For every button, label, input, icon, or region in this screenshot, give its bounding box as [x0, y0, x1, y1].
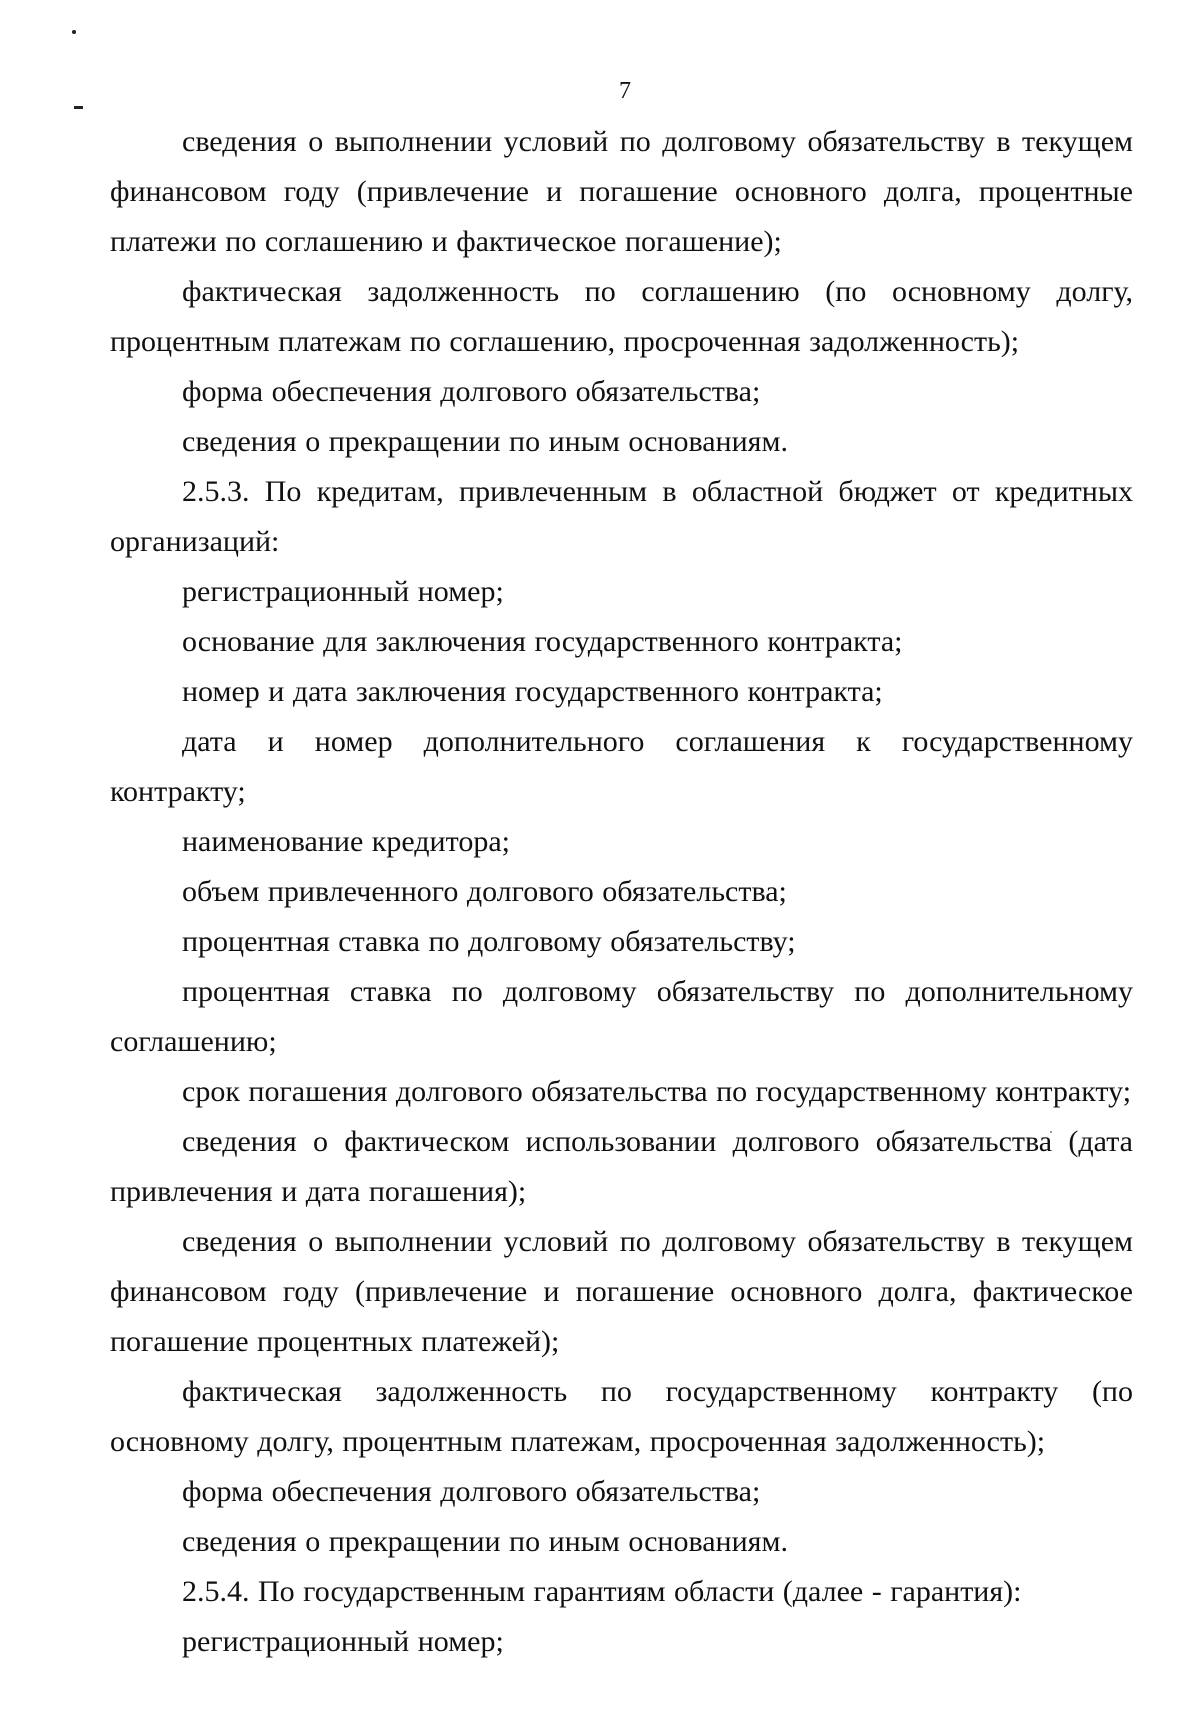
paragraph: наименование кредитора;: [182, 825, 510, 858]
paragraph: основание для заключения государственного контракта;: [182, 625, 903, 658]
page-number: 7: [619, 78, 631, 104]
paragraph: форма обеспечения долгового обязательства;: [182, 375, 761, 408]
paragraph: процентная ставка по долговому обязательству;: [182, 925, 796, 958]
paragraph: фактическая задолженность по соглашению (по основному долгу, процентным платежам по соглашению, просроченная задолженность);: [110, 275, 1133, 358]
paragraph: объем привлеченного долгового обязательства;: [182, 875, 787, 908]
paragraph: регистрационный номер;: [182, 1625, 504, 1658]
section-heading-2-5-4: 2.5.4. По государственным гарантиям области (далее - гарантия):: [182, 1575, 1022, 1608]
paragraph: сведения о прекращении по иным основаниям.: [182, 425, 788, 458]
paragraph: сведения о прекращении по иным основаниям.: [182, 1525, 788, 1558]
paragraph: сведения о выполнении условий по долговому обязательству в текущем финансовом году (привлечение и погашение основного долга, фактическое погашение процентных платежей);: [110, 1225, 1133, 1358]
document-body: [110, 117, 1133, 1667]
paragraph: срок погашения долгового обязательства по государственному контракту;: [182, 1075, 1132, 1108]
section-heading-2-5-3: 2.5.3. По кредитам, привлеченным в областной бюджет от кредитных организаций:: [110, 475, 1133, 558]
paragraph: процентная ставка по долговому обязательству по дополнительному соглашению;: [110, 975, 1133, 1058]
paragraph: регистрационный номер;: [182, 575, 504, 608]
paragraph: дата и номер дополнительного соглашения к государственному контракту;: [110, 725, 1133, 808]
paragraph: фактическая задолженность по государственному контракту (по основному долгу, процентным платежам, просроченная задолженность);: [110, 1375, 1133, 1458]
paragraph: сведения о выполнении условий по долговому обязательству в текущем финансовом году (привлечение и погашение основного долга, процентные платежи по соглашению и фактическое погашение);: [110, 125, 1133, 258]
scan-speck: [72, 30, 76, 34]
scan-speck: [74, 106, 83, 109]
paragraph: форма обеспечения долгового обязательства;: [182, 1475, 761, 1508]
paragraph: сведения о фактическом использовании долгового обязательства (дата привлечения и дата погашения);: [110, 1125, 1133, 1208]
paragraph: номер и дата заключения государственного контракта;: [182, 675, 883, 708]
